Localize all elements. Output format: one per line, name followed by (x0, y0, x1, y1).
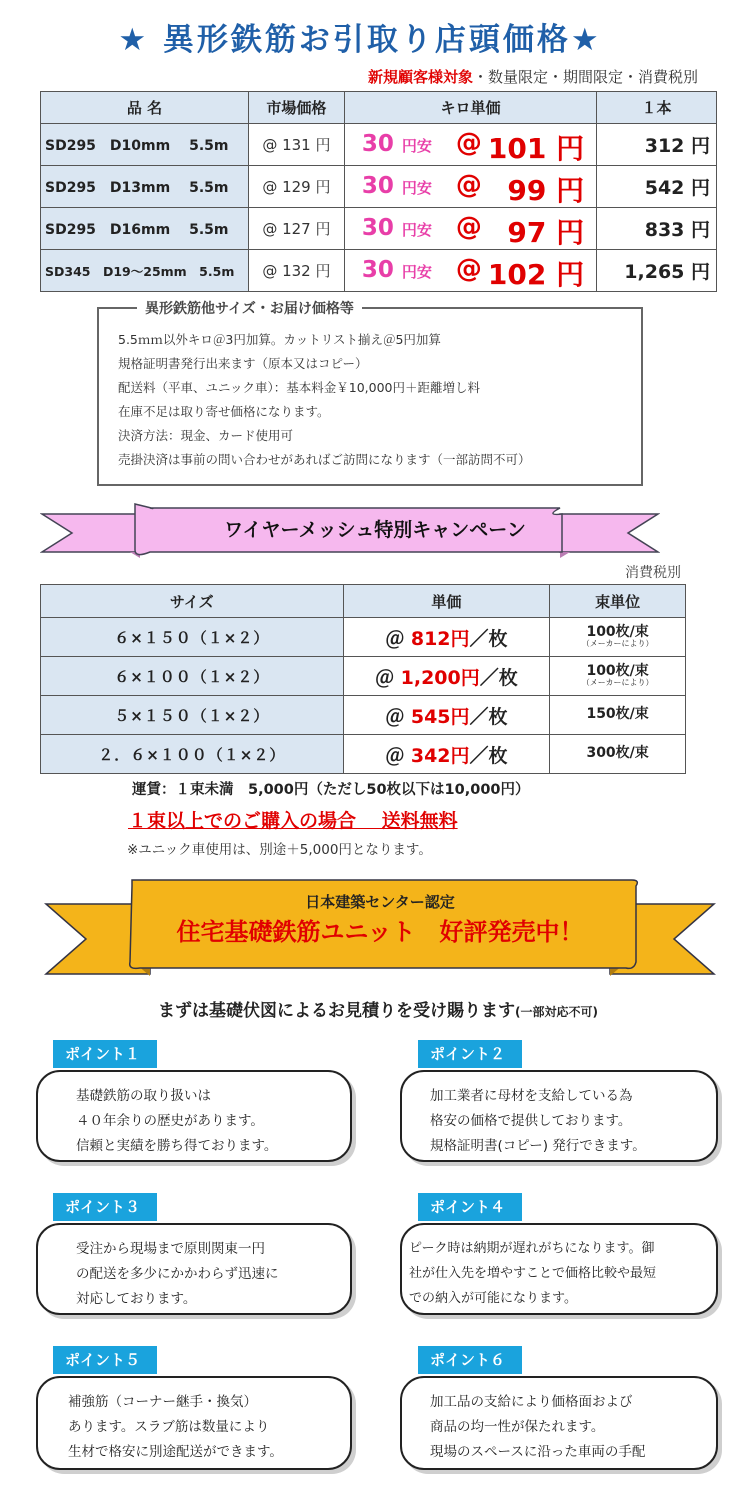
point-line: 社が仕入先を増やすことで価格比較や最短 (409, 1266, 657, 1281)
product-name: SD295 D16mm 5.5m (41, 208, 249, 250)
market-price: @ 131 円 (248, 124, 344, 166)
info-line: 在庫不足は取り寄せ価格になります。 (118, 404, 330, 419)
tax-note: 消費税別 (625, 565, 681, 581)
product-name: SD295 D10mm 5.5m (41, 124, 249, 166)
per-bar-price: 542 円 (597, 166, 717, 208)
info-line: 規格証明書発行出来ます（原本又はコピー） (118, 356, 368, 371)
certification-label: 日本建築センター認定 (305, 893, 455, 911)
free-shipping-note: １束以上でのご購入の場合 送料無料 (128, 810, 458, 832)
point-line: ピーク時は納期が遅れがちになります。御 (409, 1241, 655, 1256)
point-line: ４０年余りの歴史があります。 (76, 1113, 264, 1129)
kilo-price-cell (344, 208, 596, 250)
point-2-tag: ポイント２ (418, 1040, 522, 1068)
point-3-tag: ポイント３ (53, 1193, 157, 1221)
table-header-row (41, 92, 717, 124)
header-per-bar: １本 (597, 92, 717, 124)
kilo-price-cell (344, 166, 596, 208)
info-line: 売掛決済は事前の問い合わせがあればご訪問になります（一部訪問不可） (118, 452, 531, 467)
point-line: 対応しております。 (76, 1291, 197, 1307)
table-row (41, 250, 717, 292)
per-bar-price: 312 円 (597, 124, 717, 166)
fare-note: 運賃：１束未満 5,000円（ただし50枚以下は10,000円） (132, 782, 530, 798)
mesh-bundle: 150枚/束 (550, 696, 686, 735)
point-line: 現場のスペースに沿った車両の手配 (430, 1444, 646, 1460)
info-title: 異形鉄筋他サイズ・お届け価格等 (137, 298, 362, 318)
market-price: @ 132 円 (248, 250, 344, 292)
mesh-size: ６×１００（１×２） (41, 657, 344, 696)
point-line: 格安の価格で提供しております。 (430, 1113, 632, 1129)
discount: 30 円安 (361, 173, 432, 199)
point-line: での納入が可能になります。 (409, 1291, 577, 1306)
info-line: 配送料（平車、ユニック車）：基本料金￥10,000円＋距離増し料 (118, 380, 480, 395)
per-bar-price: 833 円 (597, 208, 717, 250)
point-1-tag: ポイント１ (53, 1040, 157, 1068)
kilo-price-cell (344, 250, 596, 292)
point-line: あります。スラブ筋は数量により (68, 1419, 270, 1435)
point-line: 加工業者に母材を支給している為 (430, 1088, 633, 1104)
page-title: ★ 異形鉄筋お引取り店頭価格★ (118, 22, 602, 58)
header-market: 市場価格 (248, 92, 344, 124)
discount: 30 円安 (361, 215, 432, 241)
unit-sale-headline: 住宅基礎鉄筋ユニット 好評発売中！ (176, 918, 584, 946)
campaign-title: ワイヤーメッシュ特別キャンペーン (224, 519, 526, 541)
new-customer-label: 新規顧客様対象 (367, 68, 473, 86)
header-product: 品 名 (41, 92, 249, 124)
table-row (41, 208, 717, 250)
wire-mesh-table (40, 584, 686, 774)
point-line: 生材で格安に別途配送ができます。 (68, 1444, 283, 1460)
point-line: 受注から現場まで原則関東一円 (76, 1241, 265, 1257)
point-6-tag: ポイント６ (418, 1346, 522, 1374)
header-kilo: キロ単価 (344, 92, 596, 124)
mesh-size: ５×１５０（１×２） (41, 696, 344, 735)
header-size: サイズ (41, 585, 344, 618)
mesh-size: ２．６×１００（１×２） (41, 735, 344, 774)
mesh-bundle: 100枚/束 （メーカーにより） (550, 618, 686, 657)
point-line: 基礎鉄筋の取り扱いは (76, 1088, 211, 1104)
table-row (41, 166, 717, 208)
at-mark: @ (455, 254, 482, 284)
info-line: 5.5ｍｍ以外キロ＠3円加算。カットリスト揃え＠5円加算 (118, 332, 441, 347)
discount: 30 円安 (361, 131, 432, 157)
kilo-price: 99 円 (507, 174, 585, 207)
at-mark: @ (455, 128, 482, 158)
point-line: 商品の均一性が保たれます。 (430, 1419, 605, 1435)
table-row (41, 618, 686, 657)
mesh-price: ＠ 1,200円／枚 (343, 657, 550, 696)
limit-note: ・数量限定・期間限定・消費税別 (472, 68, 698, 86)
header-unit-price: 単価 (343, 585, 550, 618)
table-header-row (41, 585, 686, 618)
product-name: SD345 D19～25mm 5.5m (41, 250, 249, 292)
at-mark: @ (455, 212, 482, 242)
table-row (41, 696, 686, 735)
product-name: SD295 D13mm 5.5m (41, 166, 249, 208)
mesh-bundle: 300枚/束 (550, 735, 686, 774)
unic-truck-note: ※ユニック車使用は、別途＋5,000円となります。 (127, 842, 432, 858)
at-mark: @ (455, 170, 482, 200)
discount: 30 円安 (361, 257, 432, 283)
estimate-heading: まずは基礎伏図によるお見積りを受け賜ります(一部対応不可) (158, 1001, 598, 1021)
rebar-price-table (40, 91, 717, 292)
kilo-price: 102 円 (487, 258, 585, 291)
market-price: @ 129 円 (248, 166, 344, 208)
header-bundle: 束単位 (550, 585, 686, 618)
point-line: 規格証明書(コピー) 発行できます。 (430, 1138, 646, 1154)
point-5-tag: ポイント５ (53, 1346, 157, 1374)
table-row (41, 124, 717, 166)
mesh-bundle: 100枚/束 （メーカーにより） (550, 657, 686, 696)
kilo-price-cell (344, 124, 596, 166)
mesh-price: ＠ 812円／枚 (343, 618, 550, 657)
point-line: 加工品の支給により価格面および (430, 1394, 633, 1410)
table-row (41, 657, 686, 696)
market-price: @ 127 円 (248, 208, 344, 250)
point-line: の配送を多少にかかわらず迅速に (76, 1266, 279, 1282)
per-bar-price: 1,265 円 (597, 250, 717, 292)
table-row (41, 735, 686, 774)
point-line: 信頼と実績を勝ち得ております。 (76, 1138, 278, 1154)
mesh-price: ＠ 545円／枚 (343, 696, 550, 735)
mesh-size: ６×１５０（１×２） (41, 618, 344, 657)
kilo-price: 97 円 (507, 216, 585, 249)
info-line: 決済方法：現金、カード使用可 (118, 428, 294, 443)
point-line: 補強筋（コーナー継手・換気） (68, 1394, 257, 1410)
point-4-tag: ポイント４ (418, 1193, 522, 1221)
mesh-price: ＠ 342円／枚 (343, 735, 550, 774)
kilo-price: 101 円 (487, 132, 585, 165)
subtitle (368, 66, 698, 87)
